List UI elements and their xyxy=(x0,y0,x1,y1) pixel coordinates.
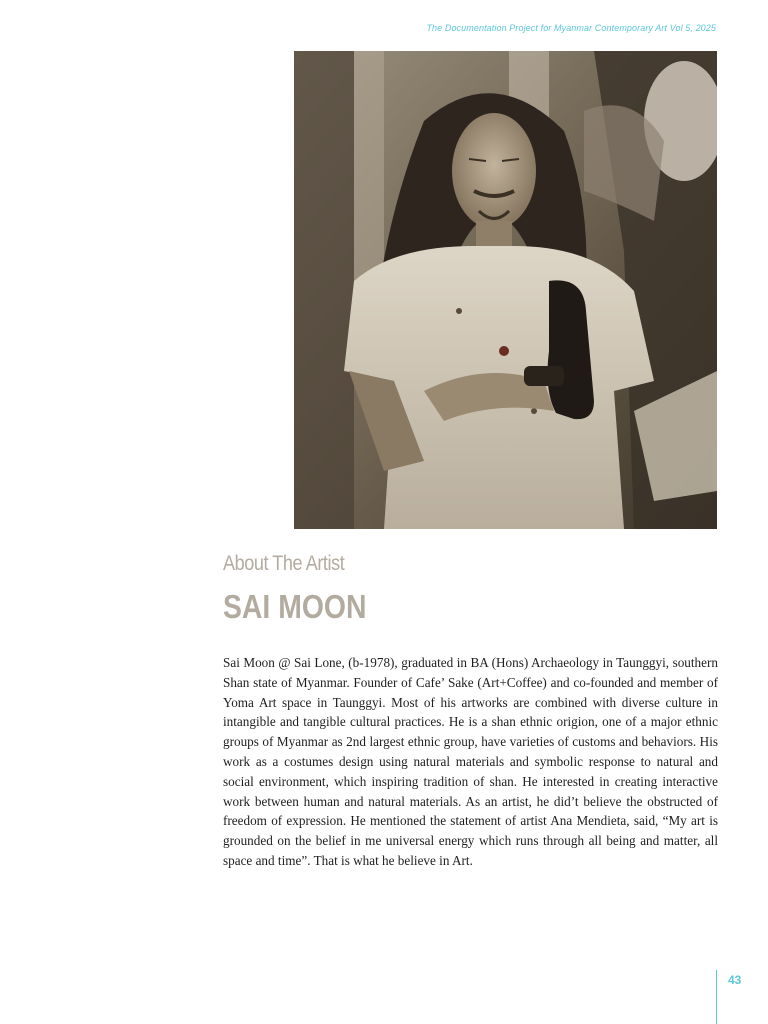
page-number-rule xyxy=(716,970,717,1024)
section-label: About The Artist xyxy=(223,552,345,575)
running-head: The Documentation Project for Myanmar Contemporary Art Vol 5, 2025 xyxy=(426,23,716,33)
artist-bio-paragraph: Sai Moon @ Sai Lone, (b-1978), graduated in BA (Hons) Archaeology in Taunggyi, southern Shan state of Myanmar. Founder of Cafe’ Sake (Art+Coffee) and co-founded and member of Yoma Art space in Taunggyi. Most of his artworks are combined with diverse culture in intangible and tangible cultural practices. He is a shan ethnic origion, one of a major ethnic groups of Myanmar as 2nd largest ethnic group, have varieties of customs and behaviors. His work as a costumes design using natural materials and symbolic response to natural and social environment, which inspiring tradition of shan. He interested in creating interactive work between human and natural materials. As an artist, he did’t believe the obstructed of freedom of expression. He mentioned the statement of artist Ana Mendieta, said, “My art is grounded on the belief in me universal energy which runs through all being and matter, all space and time”. That is what he believe in Art. xyxy=(223,655,718,868)
artist-portrait-photo xyxy=(294,51,717,529)
artist-name: SAI MOON xyxy=(223,588,367,625)
page-number: 43 xyxy=(728,973,742,987)
